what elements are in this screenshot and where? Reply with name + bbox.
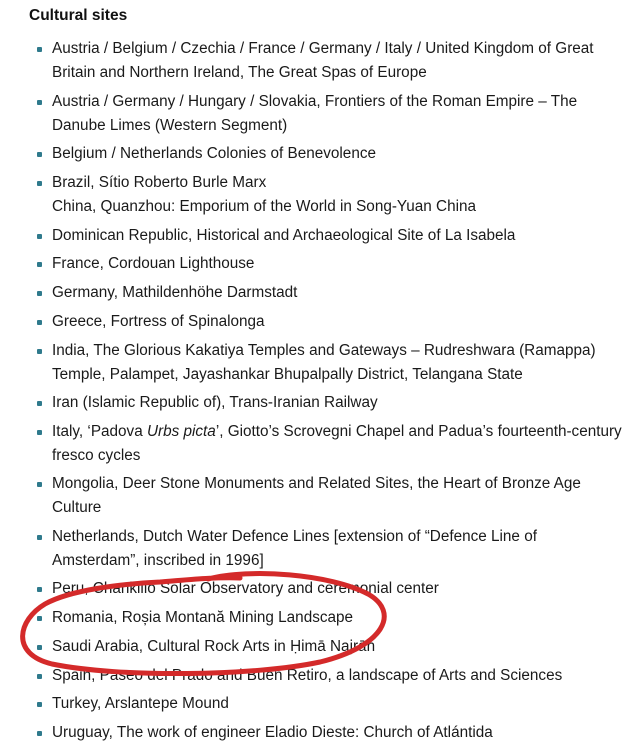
list-item-text: Austria / Belgium / Czechia / France / Germany / Italy / United Kingdom of Great Britain and Northern Ireland, The Great Spas of Europe bbox=[52, 40, 594, 81]
list-item-text: Peru, Chankillo Solar Observatory and ceremonial center bbox=[52, 580, 439, 597]
bullet-icon bbox=[37, 234, 42, 239]
list-item-text: Uruguay, The work of engineer Eladio Dieste: Church of Atlántida bbox=[52, 724, 493, 741]
bullet-icon bbox=[37, 349, 42, 354]
list-item-text: Belgium / Netherlands Colonies of Benevolence bbox=[52, 145, 376, 162]
bullet-icon bbox=[37, 674, 42, 679]
bullet-icon bbox=[37, 320, 42, 325]
bullet-icon bbox=[37, 645, 42, 650]
list-item-text: Saudi Arabia, Cultural Rock Arts in Ḥimā Najrān bbox=[52, 638, 376, 655]
list-item-text: Italy, ‘Padova Urbs picta’, Giotto’s Scrovegni Chapel and Padua’s fourteenth-century fresco cycles bbox=[52, 423, 622, 464]
bullet-icon bbox=[37, 731, 42, 736]
list-item-text: Dominican Republic, Historical and Archaeological Site of La Isabela bbox=[52, 227, 516, 244]
bullet-icon bbox=[37, 535, 42, 540]
list-item-text: Iran (Islamic Republic of), Trans-Iranian Railway bbox=[52, 394, 378, 411]
list-item-text: Germany, Mathildenhöhe Darmstadt bbox=[52, 284, 298, 301]
list-item-text: Mongolia, Deer Stone Monuments and Related Sites, the Heart of Bronze Age Culture bbox=[52, 475, 581, 516]
list-item-text: Romania, Roșia Montană Mining Landscape bbox=[52, 609, 354, 626]
bullet-icon bbox=[37, 702, 42, 707]
list-item-text: France, Cordouan Lighthouse bbox=[52, 255, 255, 272]
list-item-text: Turkey, Arslantepe Mound bbox=[52, 695, 229, 712]
bullet-icon bbox=[37, 262, 42, 267]
bullet-icon bbox=[37, 430, 42, 435]
section-heading: Cultural sites bbox=[29, 7, 128, 24]
list-item-text: Austria / Germany / Hungary / Slovakia, Frontiers of the Roman Empire – The Danube Limes (Western Segment) bbox=[52, 93, 578, 134]
bullet-icon bbox=[37, 181, 42, 186]
bullet-icon bbox=[37, 616, 42, 621]
list-item-text: Brazil, Sítio Roberto Burle Marx China, Quanzhou: Emporium of the World in Song-Yuan China bbox=[52, 174, 477, 215]
list-item-text: India, The Glorious Kakatiya Temples and Gateways – Rudreshwara (Ramappa) Temple, Palampet, Jayashankar Bhupalpally District, Telangana State bbox=[52, 342, 596, 383]
bullet-icon bbox=[37, 152, 42, 157]
bullet-icon bbox=[37, 47, 42, 52]
bullet-icon bbox=[37, 291, 42, 296]
bullet-icon bbox=[37, 401, 42, 406]
bullet-icon bbox=[37, 100, 42, 105]
list-item-text: Greece, Fortress of Spinalonga bbox=[52, 313, 265, 330]
bullet-icon bbox=[37, 482, 42, 487]
list-item-text: Netherlands, Dutch Water Defence Lines [extension of “Defence Line of Amsterdam”, inscribed in 1996] bbox=[52, 528, 537, 569]
list-item-text: Spain, Paseo del Prado and Buen Retiro, a landscape of Arts and Sciences bbox=[52, 667, 563, 684]
bullet-icon bbox=[37, 587, 42, 592]
